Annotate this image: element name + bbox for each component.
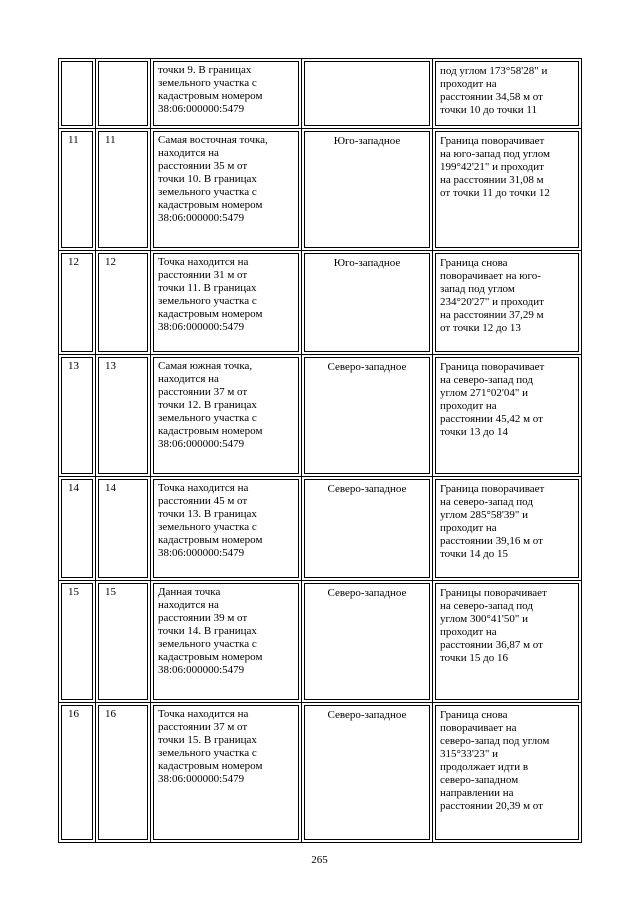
boundary-description-cell-line: на юго-запад под углом <box>440 148 550 160</box>
boundary-description-cell <box>433 703 582 843</box>
boundary-description-cell-line: от точки 12 до 13 <box>440 322 521 334</box>
boundary-description-cell-line: проходит на <box>440 400 497 412</box>
direction-cell <box>302 59 433 129</box>
point-description-cell-line: находится на <box>158 373 219 385</box>
point-description-cell <box>151 129 302 251</box>
boundary-description-cell-line: направлении на <box>440 787 514 799</box>
boundary-description-cell-line: на северо-запад под <box>440 374 533 386</box>
point-id-cell <box>96 59 151 129</box>
point-description-cell-line: земельного участка с <box>158 747 257 759</box>
point-number-cell-text: 15 <box>68 586 79 598</box>
boundary-description-cell-line: северо-западном <box>440 774 519 786</box>
point-description-cell-line: земельного участка с <box>158 295 257 307</box>
point-description-cell-line: расстоянии 45 м от <box>158 495 248 507</box>
page-number: 265 <box>311 854 328 866</box>
point-description-cell <box>151 59 302 129</box>
point-description-cell-line: 38:06:000000:5479 <box>158 103 245 115</box>
point-description-cell-line: земельного участка с <box>158 412 257 424</box>
point-number-cell <box>59 477 96 581</box>
boundary-description-cell-line: на северо-запад под <box>440 496 533 508</box>
boundary-description-cell-line: проходит на <box>440 522 497 534</box>
boundary-description-cell-line: поворачивает на <box>440 722 517 734</box>
boundary-description-cell-line: проходит на <box>440 78 497 90</box>
point-id-cell <box>96 477 151 581</box>
point-description-cell-line: находится на <box>158 147 219 159</box>
table-row <box>59 129 582 251</box>
point-number-cell <box>59 703 96 843</box>
boundary-description-cell-line: Граница поворачивает <box>440 135 545 147</box>
boundary-description-cell-line: Граница поворачивает <box>440 361 545 373</box>
table-row <box>59 703 582 843</box>
boundary-description-cell-line: расстоянии 34,58 м от <box>440 91 543 103</box>
boundary-description-cell-line: 315°33'23" и <box>440 748 499 760</box>
point-description-cell <box>151 355 302 477</box>
point-number-cell-text: 14 <box>68 482 79 494</box>
direction-cell <box>302 581 433 703</box>
point-number-cell <box>59 355 96 477</box>
boundary-description-cell-line: углом 300°41'50" и <box>440 613 528 625</box>
point-description-cell-line: кадастровым номером <box>158 651 263 663</box>
boundary-description-cell-line: на северо-запад под <box>440 600 533 612</box>
point-description-cell-line: расстоянии 31 м от <box>158 269 248 281</box>
point-id-cell <box>96 251 151 355</box>
boundary-description-cell-line: от точки 11 до точки 12 <box>440 187 550 199</box>
point-description-cell-line: 38:06:000000:5479 <box>158 664 245 676</box>
point-description-cell-line: точки 15. В границах <box>158 734 257 746</box>
point-description-cell-line: земельного участка с <box>158 77 257 89</box>
table-row <box>59 581 582 703</box>
point-number-cell <box>59 251 96 355</box>
boundary-description-cell <box>433 477 582 581</box>
point-description-cell-line: точки 11. В границах <box>158 282 257 294</box>
point-number-cell-text: 12 <box>68 256 79 268</box>
point-description-cell-line: земельного участка с <box>158 521 257 533</box>
point-description-cell-line: земельного участка с <box>158 638 257 650</box>
boundary-description-cell-line: на расстоянии 37,29 м <box>440 309 544 321</box>
boundary-description-cell-line: точки 15 до 16 <box>440 652 508 664</box>
direction-cell-text: Юго-западное <box>333 257 401 269</box>
point-description-cell-line: кадастровым номером <box>158 90 263 102</box>
boundary-description-cell-line: под углом 173°58'28" и <box>440 65 548 77</box>
point-id-cell <box>96 703 151 843</box>
point-description-cell-line: 38:06:000000:5479 <box>158 438 245 450</box>
point-id-cell <box>96 581 151 703</box>
point-description-cell-line: точки 13. В границах <box>158 508 257 520</box>
point-id-cell <box>96 129 151 251</box>
direction-cell <box>302 129 433 251</box>
boundary-description-cell-line: Граница снова <box>440 257 508 269</box>
table-row <box>59 59 582 129</box>
point-id-cell <box>96 355 151 477</box>
direction-cell <box>302 251 433 355</box>
direction-cell <box>302 355 433 477</box>
direction-cell-text: Юго-западное <box>333 135 401 147</box>
point-description-cell <box>151 581 302 703</box>
point-description-cell-line: находится на <box>158 599 219 611</box>
boundary-description-cell <box>433 251 582 355</box>
point-number-cell-text: 11 <box>68 134 79 146</box>
direction-cell-text: Северо-западное <box>327 483 407 495</box>
boundary-description-cell-line: расстоянии 36,87 м от <box>440 639 543 651</box>
point-description-cell <box>151 251 302 355</box>
boundary-description-cell-line: 234°20'27" и проходит <box>440 296 544 308</box>
point-description-cell-line: кадастровым номером <box>158 199 263 211</box>
point-number-cell-text <box>59 59 95 67</box>
boundary-description-cell-line: запад под углом <box>440 283 515 295</box>
point-description-cell-line: кадастровым номером <box>158 760 263 772</box>
boundary-description-cell-line: Граница поворачивает <box>440 483 545 495</box>
point-id-cell-text: 16 <box>105 708 116 720</box>
point-description-cell-line: расстоянии 37 м от <box>158 386 248 398</box>
point-number-cell <box>59 581 96 703</box>
direction-cell-text: Северо-западное <box>327 709 407 721</box>
direction-cell <box>302 703 433 843</box>
point-description-cell-line: точки 14. В границах <box>158 625 257 637</box>
point-number-cell <box>59 59 96 129</box>
boundary-description-cell-line: расстоянии 45,42 м от <box>440 413 543 425</box>
point-description-cell-line: кадастровым номером <box>158 425 263 437</box>
point-description-cell-line: 38:06:000000:5479 <box>158 212 245 224</box>
boundary-description-cell-line: углом 285°58'39" и <box>440 509 528 521</box>
boundary-description-cell-line: на расстоянии 31,08 м <box>440 174 544 186</box>
table-row <box>59 251 582 355</box>
boundary-description-cell <box>433 355 582 477</box>
point-description-cell-line: Точка находится на <box>158 482 249 494</box>
direction-cell-text <box>302 59 432 68</box>
point-description-cell-line: Точка находится на <box>158 256 249 268</box>
point-description-cell-line: кадастровым номером <box>158 534 263 546</box>
boundary-description-cell-line: продолжает идти в <box>440 761 529 773</box>
boundary-description-cell-line: Границы поворачивает <box>440 587 547 599</box>
table-row <box>59 477 582 581</box>
point-id-cell-text: 15 <box>105 586 116 598</box>
point-id-cell-text: 11 <box>105 134 116 146</box>
point-description-cell-line: Самая восточная точка, <box>158 134 268 146</box>
point-description-cell-line: 38:06:000000:5479 <box>158 321 245 333</box>
point-description-cell-line: точки 9. В границах <box>158 64 252 76</box>
point-description-cell-line: расстоянии 35 м от <box>158 160 248 172</box>
point-description-cell-line: 38:06:000000:5479 <box>158 547 245 559</box>
point-description-cell-line: земельного участка с <box>158 186 257 198</box>
boundary-description-cell-line: углом 271°02'04" и <box>440 387 528 399</box>
point-number-cell-text: 13 <box>68 360 79 372</box>
table-row <box>59 355 582 477</box>
point-description-cell-line: расстоянии 39 м от <box>158 612 248 624</box>
boundary-description-cell-line: точки 13 до 14 <box>440 426 508 438</box>
direction-cell-text: Северо-западное <box>327 361 407 373</box>
boundary-description-cell <box>433 59 582 129</box>
point-description-cell <box>151 477 302 581</box>
direction-cell <box>302 477 433 581</box>
point-id-cell-text: 14 <box>105 482 116 494</box>
point-id-cell-text: 12 <box>105 256 116 268</box>
boundary-description-cell-line: поворачивает на юго- <box>440 270 541 282</box>
point-number-cell-text: 16 <box>68 708 79 720</box>
boundary-description-cell-line: Граница снова <box>440 709 508 721</box>
boundary-description-cell-line: 199°42'21" и проходит <box>440 161 544 173</box>
boundary-description-cell-line: точки 10 до точки 11 <box>440 104 537 116</box>
boundary-description-cell-line: точки 14 до 15 <box>440 548 508 560</box>
point-id-cell-text <box>96 59 150 67</box>
point-description-cell-line: кадастровым номером <box>158 308 263 320</box>
boundary-description-cell-line: проходит на <box>440 626 497 638</box>
boundary-description-cell <box>433 129 582 251</box>
point-id-cell-text: 13 <box>105 360 116 372</box>
point-description-cell <box>151 703 302 843</box>
point-description-cell-line: точки 12. В границах <box>158 399 257 411</box>
point-description-cell-line: расстоянии 37 м от <box>158 721 248 733</box>
boundary-description-cell-line: расстоянии 39,16 м от <box>440 535 543 547</box>
point-description-cell-line: 38:06:000000:5479 <box>158 773 245 785</box>
point-description-cell-line: Самая южная точка, <box>158 360 253 372</box>
point-description-cell-line: точки 10. В границах <box>158 173 257 185</box>
boundary-description-cell-line: северо-запад под углом <box>440 735 550 747</box>
boundary-description-cell <box>433 581 582 703</box>
point-description-cell-line: Точка находится на <box>158 708 249 720</box>
boundary-description-cell-line: расстоянии 20,39 м от <box>440 800 543 812</box>
point-description-cell-line: Данная точка <box>158 586 221 598</box>
point-number-cell <box>59 129 96 251</box>
direction-cell-text: Северо-западное <box>327 587 407 599</box>
boundary-table <box>58 58 582 843</box>
